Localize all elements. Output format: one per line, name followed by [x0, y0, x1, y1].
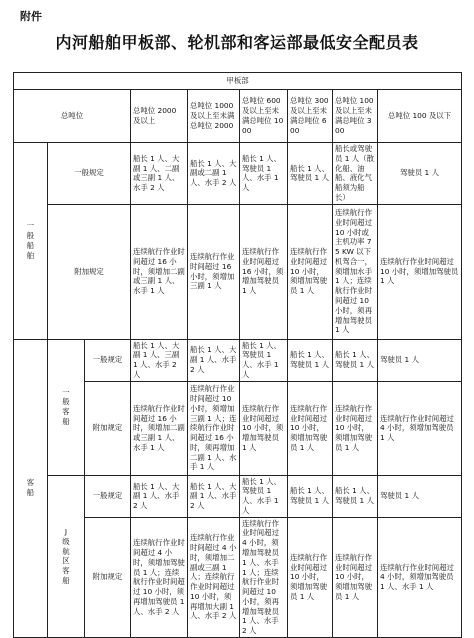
table-cell: 连续航行作业时间超过 10 小时或主机功率 75 KW 以下机驾合一，须增加水手 1 人；连续航行作业时间超过 10 小时，须再增加驾驶员 1 人: [333, 204, 378, 339]
col-header: 总吨位 1000 及以上至未满总吨位 2000: [188, 90, 240, 143]
col-header: 总吨位 100 及以下: [378, 90, 462, 143]
table-cell: 连续航行作业时间超过 10 小时，须增加驾驶员 1 人: [288, 381, 333, 475]
section-header: 甲板部: [14, 73, 462, 90]
table-cell: 连续航行作业时间超过 16 小时，须增加二副或三副 1 人、水手 1 人: [131, 204, 188, 339]
table-cell: 连续航行作业时间超过 16 小时，须增加驾驶员 1 人: [240, 204, 288, 339]
table-cell: 船长 1 人、大副 1 人、三副 1 人、水手 2 人: [131, 339, 188, 381]
table-cell: 船长 1 人、驾驶员 1 人、水手 1 人: [240, 143, 288, 205]
row-label: 附加规定: [48, 204, 131, 339]
table-cell: 连续航行作业时间超过 10 小时，须增加驾驶员 1 人: [333, 381, 378, 475]
group-general-ship: 一般船舶: [14, 143, 48, 340]
table-cell: 船长 1 人、驾驶员 1 人、水手 1 人: [240, 475, 288, 517]
table-cell: 连续航行作业时间超过 10 小时，须增加驾驶员 1 人: [288, 517, 333, 637]
attachment-label: 附件: [20, 10, 42, 23]
group-passenger-ship: 客船: [14, 339, 48, 637]
table-cell: 连续航行作业时间超过 10 小时，须增加驾驶员 1 人: [240, 381, 288, 475]
table-cell: 驾驶员 1 人: [378, 143, 462, 205]
table-cell: 船长 1 人、驾驶员 1 人: [288, 143, 333, 205]
table-cell: 驾驶员 1 人: [378, 339, 462, 381]
row-label: 附加规定: [85, 517, 131, 637]
page-title: 内河船舶甲板部、轮机部和客运部最低安全配员表: [55, 33, 419, 52]
group-j-class-passenger: J 级航区客船: [48, 475, 85, 637]
col-header: 总吨位 600 及以上至未满总吨位 1000: [240, 90, 288, 143]
table-cell: 船长 1 人、大副或二副 1 人、水手 2 人: [188, 143, 240, 205]
table-cell: 连续航行作业时间超过 4 小时，须增加驾驶员 1 人、水手 1 人: [378, 517, 462, 637]
table-cell: 船长 1 人、驾驶员 1 人: [288, 475, 333, 517]
table-cell: 连续航行作业时间超过 10 小时，须增加驾驶员 1 人: [378, 204, 462, 339]
table-cell: 船长 1 人、大副 1 人、水手 2 人: [188, 339, 240, 381]
table-cell: 连续航行作业时间超过 4 小时，须增加驾驶员 1 人: [378, 381, 462, 475]
tonnage-label: 总吨位: [14, 90, 131, 143]
group-general-passenger: 一般客船: [48, 339, 85, 475]
table-cell: 连续航行作业时间超过 10 小时，须增加驾驶员 1 人: [333, 517, 378, 637]
row-label: 一般规定: [85, 339, 131, 381]
table-cell: 连续航行作业时间超过 4 小时，须增加二副或三副 1 人；连续航行作业时间超过 10 小时，须再增加大副 1 人、水手 2 人: [188, 517, 240, 637]
table-cell: 船长 1 人、大副 1 人、二副或三副 1 人、水手 2 人: [131, 143, 188, 205]
table-cell: 连续航行作业时间超过 10 小时，须增加三副 1 人；连续航行作业时间超过 16 小时，须再增加二副 1 人、水手 1 人: [188, 381, 240, 475]
table-cell: 船长 1 人、大副 1 人、水手 2 人: [131, 475, 188, 517]
table-cell: 连续航行作业时间超过 10 小时，须增加驾驶员 1 人: [288, 204, 333, 339]
table-cell: 船长 1 人、驾驶员 1 人: [333, 339, 378, 381]
col-header: 总吨位 300 及以上至未满总吨位 600: [288, 90, 333, 143]
table-cell: 船长 1 人、大副 1 人、水手 2 人: [188, 475, 240, 517]
row-label: 附加规定: [85, 381, 131, 475]
table-cell: 驾驶员 1 人: [378, 475, 462, 517]
table-cell: 连续航行作业时间超过 16 小时，须增加二副或三副 1 人、水手 1 人: [131, 381, 188, 475]
table-cell: 连续航行作业时间超过 16 小时，须增加三副 1 人: [188, 204, 240, 339]
table-cell: 连续航行作业时间超过 4 小时，须增加驾驶员 1 人、水手 1 人；连续航行作业时间超过 10 小时，须再增加驾驶员 1 人、水手 2 人: [240, 517, 288, 637]
col-header: 总吨位 2000 及以上: [131, 90, 188, 143]
crew-table: [13, 72, 462, 638]
table-cell: 船长或驾驶员 1 人（散化船、油船、液化气船须为船长）: [333, 143, 378, 205]
table-cell: 连续航行作业时间超过 4 小时，须增加驾驶员 1 人；连续航行作业时间超过 10 小时，须再增加驾驶员 1 人、水手 2 人: [131, 517, 188, 637]
table-cell: 船长 1 人、驾驶员 1 人、水手 1 人: [240, 339, 288, 381]
col-header: 总吨位 100 及以上至未满总吨位 300: [333, 90, 378, 143]
row-label: 一般规定: [85, 475, 131, 517]
table-cell: 船长 1 人、驾驶员 1 人: [288, 339, 333, 381]
row-label: 一般规定: [48, 143, 131, 205]
table-cell: 船长 1 人、驾驶员 1 人: [333, 475, 378, 517]
